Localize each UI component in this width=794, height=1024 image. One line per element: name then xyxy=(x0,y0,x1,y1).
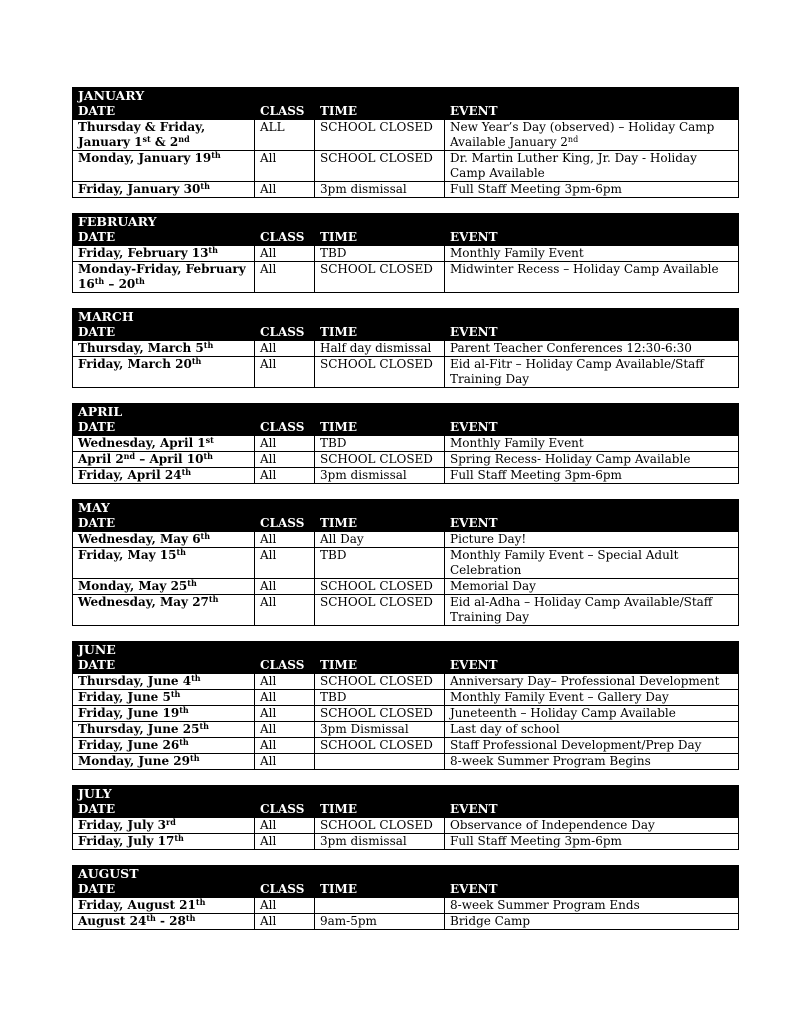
class-cell: All xyxy=(255,898,315,914)
column-header-event: EVENT xyxy=(445,420,739,436)
column-header-date: DATE xyxy=(73,882,255,898)
text-segment: Thursday, March 5 xyxy=(78,341,204,355)
column-header-time: TIME xyxy=(315,516,445,532)
text-segment: Anniversary Day– Professional Development xyxy=(450,674,720,688)
table-row xyxy=(73,706,739,722)
event-cell xyxy=(445,262,739,293)
date-cell xyxy=(73,182,255,198)
class-cell: All xyxy=(255,579,315,595)
class-cell: All xyxy=(255,690,315,706)
class-cell: All xyxy=(255,834,315,850)
month-table xyxy=(72,87,739,198)
table-row xyxy=(73,738,739,754)
month-title: FEBRUARY xyxy=(73,214,739,230)
table-row xyxy=(73,182,739,198)
date-cell xyxy=(73,548,255,579)
date-cell xyxy=(73,341,255,357)
ordinal-suffix: st xyxy=(142,134,151,144)
date-cell xyxy=(73,357,255,388)
column-header-date: DATE xyxy=(73,230,255,246)
column-header-time: TIME xyxy=(315,882,445,898)
text-segment: Wednesday, May 6 xyxy=(78,532,201,546)
month-section-january xyxy=(72,87,740,198)
class-cell: All xyxy=(255,436,315,452)
time-cell: SCHOOL CLOSED xyxy=(315,706,445,722)
text-segment: Spring Recess- Holiday Camp Available xyxy=(450,452,691,466)
month-section-april xyxy=(72,403,740,484)
column-header-event: EVENT xyxy=(445,882,739,898)
ordinal-suffix: st xyxy=(205,435,214,445)
date-cell xyxy=(73,468,255,484)
time-cell: Half day dismissal xyxy=(315,341,445,357)
month-title: JUNE xyxy=(73,642,739,658)
event-cell xyxy=(445,706,739,722)
column-header-date: DATE xyxy=(73,802,255,818)
ordinal-suffix: th xyxy=(135,276,145,286)
date-cell xyxy=(73,151,255,182)
table-row xyxy=(73,754,739,770)
text-segment: Thursday & Friday, January 1 xyxy=(78,120,206,149)
text-segment: April 2 xyxy=(78,452,124,466)
event-cell xyxy=(445,834,739,850)
ordinal-suffix: rd xyxy=(166,817,176,827)
event-cell xyxy=(445,452,739,468)
ordinal-suffix: nd xyxy=(123,451,136,461)
month-section-march xyxy=(72,308,740,388)
month-section-august xyxy=(72,865,740,930)
table-row xyxy=(73,914,739,930)
table-row xyxy=(73,722,739,738)
column-header-time: TIME xyxy=(315,658,445,674)
text-segment: 8-week Summer Program Begins xyxy=(450,754,651,768)
text-segment: Wednesday, May 27 xyxy=(78,595,209,609)
class-cell: All xyxy=(255,914,315,930)
class-cell: All xyxy=(255,706,315,722)
month-title: MARCH xyxy=(73,309,739,325)
ordinal-suffix: th xyxy=(203,340,214,350)
ordinal-suffix: th xyxy=(181,467,192,477)
class-cell: All xyxy=(255,151,315,182)
class-cell: All xyxy=(255,738,315,754)
text-segment: Monthly Family Event xyxy=(450,246,584,260)
text-segment: 8-week Summer Program Ends xyxy=(450,898,640,912)
column-header-event: EVENT xyxy=(445,104,739,120)
time-cell xyxy=(315,898,445,914)
month-section-may xyxy=(72,499,740,626)
date-cell xyxy=(73,579,255,595)
table-row xyxy=(73,898,739,914)
class-cell: All xyxy=(255,468,315,484)
date-cell xyxy=(73,818,255,834)
column-header-time: TIME xyxy=(315,230,445,246)
month-table xyxy=(72,499,739,626)
event-cell xyxy=(445,690,739,706)
text-segment: Bridge Camp xyxy=(450,914,531,928)
table-row xyxy=(73,818,739,834)
time-cell: 3pm dismissal xyxy=(315,468,445,484)
text-segment: Monday-Friday, February 16 xyxy=(78,262,246,291)
event-cell xyxy=(445,818,739,834)
month-title: MAY xyxy=(73,500,739,516)
date-cell xyxy=(73,532,255,548)
text-segment: Thursday, June 4 xyxy=(78,674,192,688)
time-cell: SCHOOL CLOSED xyxy=(315,595,445,626)
month-table xyxy=(72,403,739,484)
date-cell xyxy=(73,262,255,293)
text-segment: Staff Professional Development/Prep Day xyxy=(450,738,702,752)
text-segment: Monday, January 19 xyxy=(78,151,212,165)
event-cell xyxy=(445,246,739,262)
time-cell: SCHOOL CLOSED xyxy=(315,452,445,468)
column-header-class: CLASS xyxy=(255,230,315,246)
text-segment: Monthly Family Event – Gallery Day xyxy=(450,690,669,704)
class-cell: All xyxy=(255,182,315,198)
ordinal-suffix: th xyxy=(203,451,213,461)
ordinal-suffix: th xyxy=(170,689,181,699)
event-cell xyxy=(445,722,739,738)
text-segment: Observance of Independence Day xyxy=(450,818,655,832)
event-cell xyxy=(445,151,739,182)
month-table xyxy=(72,785,739,850)
event-cell xyxy=(445,468,739,484)
table-row xyxy=(73,834,739,850)
ordinal-suffix: th xyxy=(200,181,210,191)
date-cell xyxy=(73,834,255,850)
date-cell xyxy=(73,120,255,151)
table-row xyxy=(73,357,739,388)
date-cell xyxy=(73,246,255,262)
date-cell xyxy=(73,706,255,722)
class-cell: All xyxy=(255,341,315,357)
table-row xyxy=(73,151,739,182)
column-header-event: EVENT xyxy=(445,325,739,341)
month-title: JULY xyxy=(73,786,739,802)
text-segment: August 24 xyxy=(78,914,147,928)
column-header-class: CLASS xyxy=(255,658,315,674)
text-segment: Dr. Martin Luther King, Jr. Day - Holiday Camp Available xyxy=(450,151,697,180)
text-segment: Friday, May 15 xyxy=(78,548,177,562)
text-segment: Full Staff Meeting 3pm-6pm xyxy=(450,834,622,848)
text-segment: Friday, August 21 xyxy=(78,898,196,912)
month-section-july xyxy=(72,785,740,850)
class-cell: All xyxy=(255,818,315,834)
class-cell: All xyxy=(255,246,315,262)
text-segment: New Year’s Day (observed) – Holiday Camp Available January 2 xyxy=(450,120,715,149)
event-cell xyxy=(445,674,739,690)
table-row xyxy=(73,548,739,579)
table-row xyxy=(73,690,739,706)
event-cell xyxy=(445,120,739,151)
time-cell: All Day xyxy=(315,532,445,548)
month-table xyxy=(72,213,739,293)
column-header-class: CLASS xyxy=(255,420,315,436)
text-segment: – 20 xyxy=(104,277,136,291)
date-cell xyxy=(73,738,255,754)
column-header-event: EVENT xyxy=(445,230,739,246)
text-segment: Memorial Day xyxy=(450,579,536,593)
text-segment: Friday, January 30 xyxy=(78,182,201,196)
column-header-class: CLASS xyxy=(255,325,315,341)
date-cell xyxy=(73,595,255,626)
date-cell xyxy=(73,722,255,738)
ordinal-suffix: th xyxy=(179,737,189,747)
text-segment: Wednesday, April 1 xyxy=(78,436,206,450)
event-cell xyxy=(445,754,739,770)
date-cell xyxy=(73,452,255,468)
event-cell xyxy=(445,357,739,388)
time-cell: 3pm dismissal xyxy=(315,834,445,850)
table-row xyxy=(73,120,739,151)
ordinal-suffix: th xyxy=(191,673,201,683)
table-row xyxy=(73,246,739,262)
time-cell: TBD xyxy=(315,690,445,706)
time-cell: TBD xyxy=(315,436,445,452)
text-segment: Midwinter Recess – Holiday Camp Available xyxy=(450,262,719,276)
date-cell xyxy=(73,436,255,452)
ordinal-suffix: th xyxy=(195,897,206,907)
class-cell: All xyxy=(255,595,315,626)
column-header-date: DATE xyxy=(73,420,255,436)
date-cell xyxy=(73,754,255,770)
class-cell: All xyxy=(255,548,315,579)
time-cell: SCHOOL CLOSED xyxy=(315,120,445,151)
column-header-time: TIME xyxy=(315,802,445,818)
ordinal-suffix: th xyxy=(199,721,209,731)
time-cell: SCHOOL CLOSED xyxy=(315,579,445,595)
class-cell: All xyxy=(255,674,315,690)
event-cell xyxy=(445,436,739,452)
text-segment: Monday, May 25 xyxy=(78,579,188,593)
time-cell: SCHOOL CLOSED xyxy=(315,738,445,754)
text-segment: – April 10 xyxy=(135,452,204,466)
text-segment: Friday, April 24 xyxy=(78,468,182,482)
month-table xyxy=(72,865,739,930)
event-cell xyxy=(445,595,739,626)
time-cell: TBD xyxy=(315,246,445,262)
ordinal-suffix: th xyxy=(185,913,196,923)
month-table xyxy=(72,641,739,770)
text-segment: Thursday, June 25 xyxy=(78,722,200,736)
text-segment: Friday, July 17 xyxy=(78,834,175,848)
month-section-june xyxy=(72,641,740,770)
time-cell: SCHOOL CLOSED xyxy=(315,357,445,388)
month-table xyxy=(72,308,739,388)
table-row xyxy=(73,579,739,595)
ordinal-suffix: th xyxy=(190,753,200,763)
table-row xyxy=(73,436,739,452)
ordinal-suffix: th xyxy=(191,356,202,366)
column-header-event: EVENT xyxy=(445,802,739,818)
column-header-date: DATE xyxy=(73,325,255,341)
event-cell xyxy=(445,548,739,579)
time-cell xyxy=(315,754,445,770)
time-cell: SCHOOL CLOSED xyxy=(315,262,445,293)
ordinal-suffix: th xyxy=(146,913,156,923)
class-cell: All xyxy=(255,452,315,468)
month-title: JANUARY xyxy=(73,88,739,104)
text-segment: Friday, June 19 xyxy=(78,706,180,720)
column-header-time: TIME xyxy=(315,420,445,436)
text-segment: Friday, July 3 xyxy=(78,818,166,832)
class-cell: All xyxy=(255,357,315,388)
time-cell: TBD xyxy=(315,548,445,579)
date-cell xyxy=(73,674,255,690)
table-row xyxy=(73,341,739,357)
month-title: AUGUST xyxy=(73,866,739,882)
date-cell xyxy=(73,690,255,706)
class-cell: All xyxy=(255,532,315,548)
text-segment: Picture Day! xyxy=(450,532,527,546)
date-cell xyxy=(73,914,255,930)
column-header-event: EVENT xyxy=(445,658,739,674)
text-segment: Friday, March 20 xyxy=(78,357,192,371)
text-segment: Full Staff Meeting 3pm-6pm xyxy=(450,182,622,196)
month-title: APRIL xyxy=(73,404,739,420)
text-segment: Friday, June 26 xyxy=(78,738,180,752)
event-cell xyxy=(445,914,739,930)
text-segment: & 2 xyxy=(150,135,179,149)
event-cell xyxy=(445,898,739,914)
event-cell xyxy=(445,532,739,548)
ordinal-suffix: th xyxy=(200,531,211,541)
text-segment: Eid al-Adha – Holiday Camp Available/Staff Training Day xyxy=(450,595,713,624)
ordinal-suffix: th xyxy=(176,547,186,557)
time-cell: 3pm dismissal xyxy=(315,182,445,198)
ordinal-suffix: th xyxy=(187,578,197,588)
column-header-event: EVENT xyxy=(445,516,739,532)
text-segment: Parent Teacher Conferences 12:30-6:30 xyxy=(450,341,692,355)
school-calendar xyxy=(72,87,740,945)
time-cell: 9am-5pm xyxy=(315,914,445,930)
table-row xyxy=(73,468,739,484)
class-cell: All xyxy=(255,754,315,770)
column-header-class: CLASS xyxy=(255,882,315,898)
text-segment: Eid al-Fitr – Holiday Camp Available/Staff Training Day xyxy=(450,357,704,386)
ordinal-suffix: th xyxy=(179,705,189,715)
time-cell: SCHOOL CLOSED xyxy=(315,151,445,182)
column-header-time: TIME xyxy=(315,325,445,341)
ordinal-suffix: th xyxy=(208,594,219,604)
ordinal-suffix: th xyxy=(208,245,218,255)
ordinal-suffix: th xyxy=(211,150,221,160)
time-cell: SCHOOL CLOSED xyxy=(315,818,445,834)
class-cell: All xyxy=(255,262,315,293)
time-cell: 3pm Dismissal xyxy=(315,722,445,738)
text-segment: Friday, June 5 xyxy=(78,690,171,704)
class-cell: All xyxy=(255,722,315,738)
event-cell xyxy=(445,579,739,595)
class-cell: ALL xyxy=(255,120,315,151)
text-segment: Juneteenth – Holiday Camp Available xyxy=(450,706,676,720)
ordinal-suffix: nd xyxy=(567,135,579,144)
ordinal-suffix: th xyxy=(174,833,184,843)
column-header-class: CLASS xyxy=(255,516,315,532)
column-header-date: DATE xyxy=(73,658,255,674)
ordinal-suffix: th xyxy=(94,276,105,286)
column-header-date: DATE xyxy=(73,104,255,120)
table-row xyxy=(73,532,739,548)
column-header-class: CLASS xyxy=(255,802,315,818)
text-segment: Last day of school xyxy=(450,722,560,736)
month-section-february xyxy=(72,213,740,293)
event-cell xyxy=(445,182,739,198)
text-segment: Friday, February 13 xyxy=(78,246,209,260)
text-segment: - 28 xyxy=(155,914,186,928)
event-cell xyxy=(445,738,739,754)
ordinal-suffix: nd xyxy=(178,134,190,144)
text-segment: Monday, June 29 xyxy=(78,754,190,768)
column-header-class: CLASS xyxy=(255,104,315,120)
table-row xyxy=(73,452,739,468)
column-header-date: DATE xyxy=(73,516,255,532)
event-cell xyxy=(445,341,739,357)
text-segment: Monthly Family Event – Special Adult Celebration xyxy=(450,548,679,577)
table-row xyxy=(73,262,739,293)
text-segment: Full Staff Meeting 3pm-6pm xyxy=(450,468,622,482)
date-cell xyxy=(73,898,255,914)
time-cell: SCHOOL CLOSED xyxy=(315,674,445,690)
text-segment: Monthly Family Event xyxy=(450,436,584,450)
column-header-time: TIME xyxy=(315,104,445,120)
table-row xyxy=(73,595,739,626)
table-row xyxy=(73,674,739,690)
